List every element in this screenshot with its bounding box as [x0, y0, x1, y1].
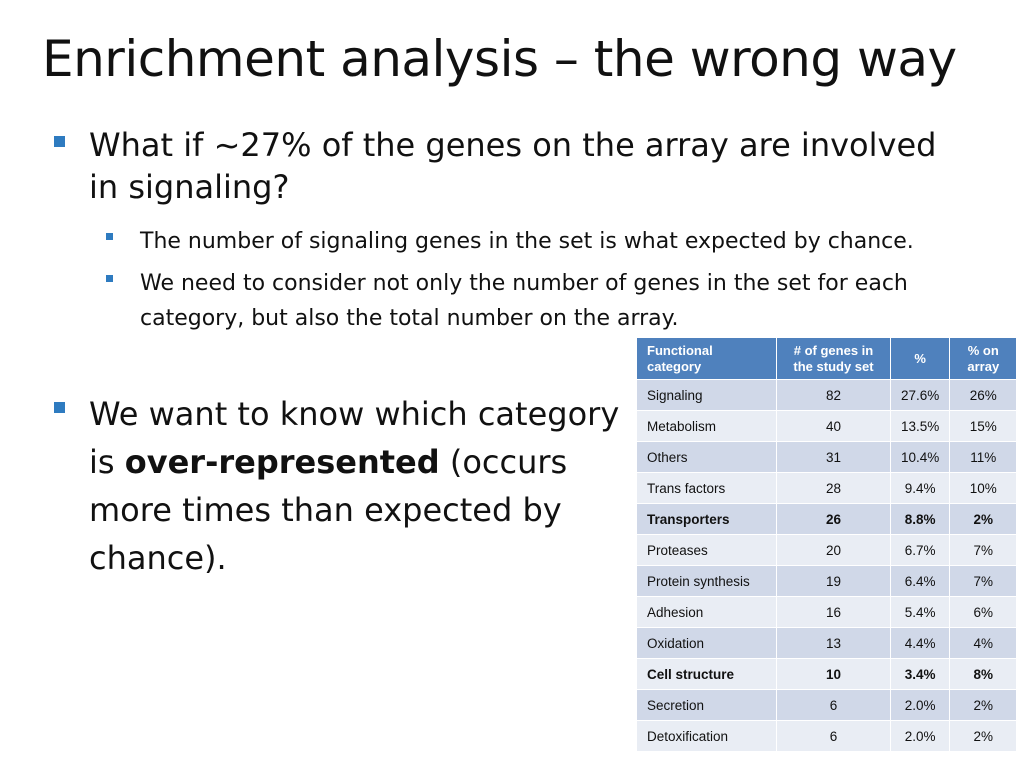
cell-category: Detoxification	[637, 721, 777, 752]
table-row	[637, 504, 1017, 535]
cell-percent: 9.4%	[891, 473, 950, 504]
cell-category: Adhesion	[637, 597, 777, 628]
cell-percent: 4.4%	[891, 628, 950, 659]
subbullet-expected-by-chance	[140, 224, 960, 259]
cell-percent-on-array: 4%	[950, 628, 1017, 659]
cell-gene-count: 40	[777, 411, 891, 442]
cell-percent-on-array: 2%	[950, 504, 1017, 535]
subbullet-consider-total	[140, 266, 960, 336]
square-bullet-icon	[106, 275, 113, 282]
cell-percent-on-array: 6%	[950, 597, 1017, 628]
cell-gene-count: 26	[777, 504, 891, 535]
table-header-row	[637, 338, 1017, 380]
cell-gene-count: 19	[777, 566, 891, 597]
bullet-over-represented	[89, 390, 634, 582]
square-bullet-icon	[54, 402, 65, 413]
bullet-signaling-question	[89, 124, 949, 208]
table-row	[637, 721, 1017, 752]
cell-percent: 6.4%	[891, 566, 950, 597]
table-row	[637, 690, 1017, 721]
bullet-text: What if ~27% of the genes on the array are involved in signaling?	[89, 126, 937, 206]
cell-percent-on-array: 26%	[950, 380, 1017, 411]
square-bullet-icon	[106, 233, 113, 240]
slide-title: Enrichment analysis – the wrong way	[42, 30, 957, 88]
category-table	[636, 337, 1017, 752]
cell-gene-count: 31	[777, 442, 891, 473]
cell-percent: 10.4%	[891, 442, 950, 473]
cell-gene-count: 82	[777, 380, 891, 411]
table-row	[637, 380, 1017, 411]
cell-gene-count: 20	[777, 535, 891, 566]
subbullet-text: The number of signaling genes in the set is what expected by chance.	[140, 229, 914, 254]
square-bullet-icon	[54, 136, 65, 147]
header-percent: %	[891, 338, 950, 380]
table-row	[637, 535, 1017, 566]
cell-percent: 2.0%	[891, 721, 950, 752]
cell-percent-on-array: 8%	[950, 659, 1017, 690]
header-percent-on-array: % on array	[950, 338, 1017, 380]
cell-gene-count: 6	[777, 721, 891, 752]
header-genes-in-study-set: # of genes in the study set	[777, 338, 891, 380]
cell-percent: 3.4%	[891, 659, 950, 690]
cell-percent: 13.5%	[891, 411, 950, 442]
bullet-text-post: (occurs more times than expected by chance).	[89, 443, 568, 577]
table-row	[637, 659, 1017, 690]
cell-percent: 27.6%	[891, 380, 950, 411]
cell-percent-on-array: 7%	[950, 566, 1017, 597]
cell-category: Secretion	[637, 690, 777, 721]
table-row	[637, 411, 1017, 442]
cell-percent-on-array: 15%	[950, 411, 1017, 442]
cell-gene-count: 6	[777, 690, 891, 721]
bullet-text-emphasis: over-represented	[124, 443, 440, 481]
cell-percent: 8.8%	[891, 504, 950, 535]
cell-percent-on-array: 7%	[950, 535, 1017, 566]
cell-percent-on-array: 2%	[950, 721, 1017, 752]
cell-gene-count: 13	[777, 628, 891, 659]
cell-category: Transporters	[637, 504, 777, 535]
cell-gene-count: 10	[777, 659, 891, 690]
cell-percent: 5.4%	[891, 597, 950, 628]
cell-percent-on-array: 11%	[950, 442, 1017, 473]
cell-category: Signaling	[637, 380, 777, 411]
cell-percent: 6.7%	[891, 535, 950, 566]
cell-category: Protein synthesis	[637, 566, 777, 597]
cell-category: Metabolism	[637, 411, 777, 442]
table-row	[637, 597, 1017, 628]
cell-percent-on-array: 2%	[950, 690, 1017, 721]
table-row	[637, 473, 1017, 504]
table-row	[637, 628, 1017, 659]
cell-category: Cell structure	[637, 659, 777, 690]
cell-category: Others	[637, 442, 777, 473]
header-functional-category: Functional category	[637, 338, 777, 380]
table-row	[637, 442, 1017, 473]
cell-percent: 2.0%	[891, 690, 950, 721]
cell-category: Oxidation	[637, 628, 777, 659]
cell-gene-count: 16	[777, 597, 891, 628]
cell-gene-count: 28	[777, 473, 891, 504]
cell-category: Trans factors	[637, 473, 777, 504]
cell-category: Proteases	[637, 535, 777, 566]
table-body	[637, 380, 1017, 752]
table-row	[637, 566, 1017, 597]
bullet-text-pre: We want to know which category is	[89, 395, 620, 481]
cell-percent-on-array: 10%	[950, 473, 1017, 504]
subbullet-text: We need to consider not only the number of genes in the set for each category, but also the total number on the array.	[140, 271, 908, 331]
